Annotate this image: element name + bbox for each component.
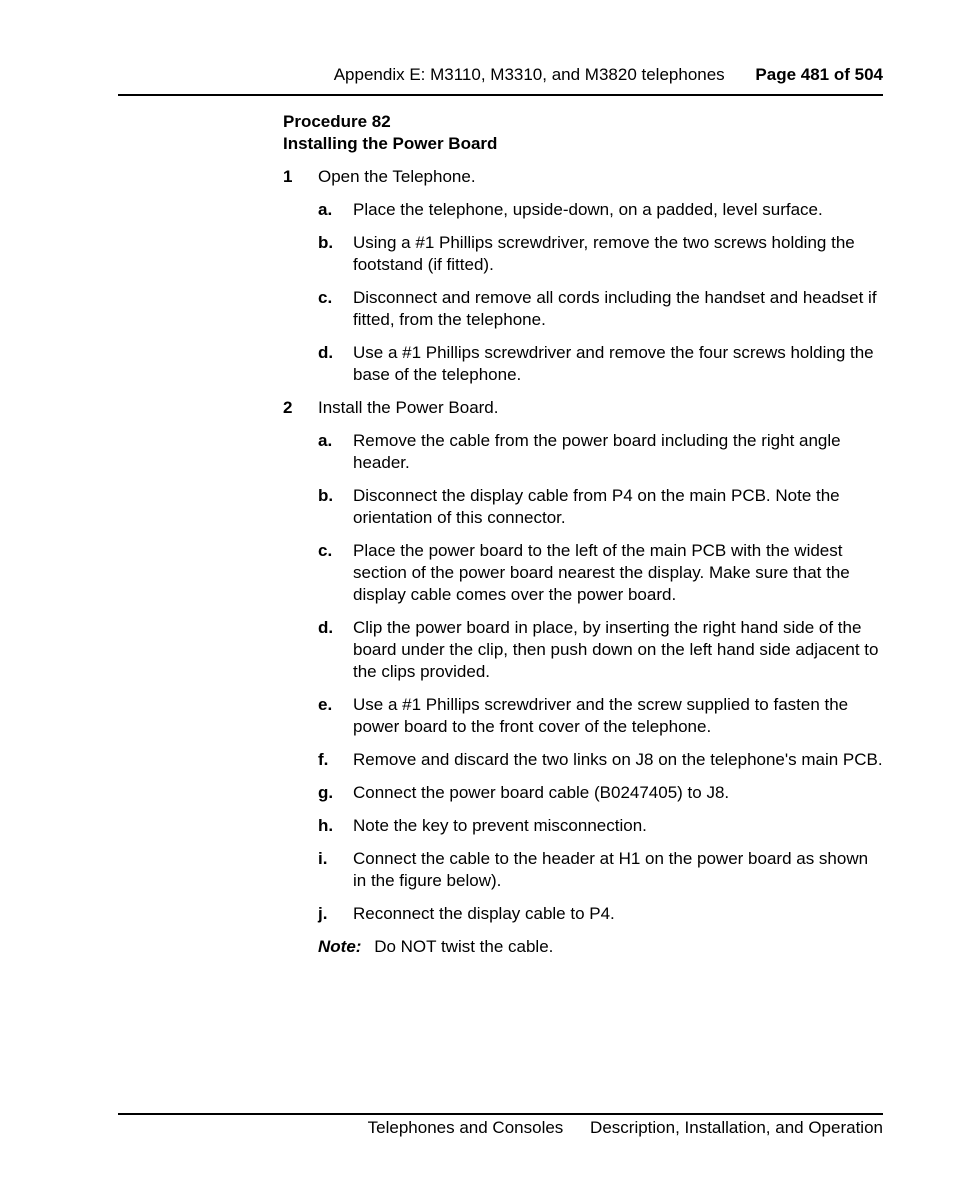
substep-2i [318, 848, 883, 892]
step-text: Open the Telephone. [318, 167, 476, 186]
substep-letter: e. [318, 695, 333, 714]
substep-1b [318, 232, 883, 276]
substep-letter: c. [318, 541, 333, 560]
substep-letter: j. [318, 904, 328, 923]
substep-1a [318, 199, 883, 221]
substep-text: Clip the power board in place, by inserting the right hand side of the board under the clip, then push down on the left hand side adjacent to the clips provided. [353, 618, 879, 681]
chapter-title: Appendix E: M3110, M3310, and M3820 telephones [333, 65, 725, 84]
substep-2e [318, 694, 883, 738]
procedure-content [283, 111, 883, 958]
step-1 [283, 166, 883, 188]
substep-text: Place the power board to the left of the main PCB with the widest section of the power board nearest the display. Make sure that the display cable comes over the power board. [353, 541, 850, 604]
substep-letter: h. [318, 816, 334, 835]
substep-text: Place the telephone, upside-down, on a padded, level surface. [353, 200, 823, 219]
substep-letter: f. [318, 750, 329, 769]
step-number: 2 [283, 398, 293, 417]
note [318, 936, 883, 958]
page-number: Page 481 of 504 [755, 65, 883, 84]
substep-2d [318, 617, 883, 683]
step-number: 1 [283, 167, 293, 186]
step-text: Install the Power Board. [318, 398, 499, 417]
substep-text: Remove the cable from the power board including the right angle header. [353, 431, 841, 472]
footer-rule [118, 1113, 883, 1115]
note-label: Note: [318, 937, 362, 956]
substep-letter: g. [318, 783, 334, 802]
substep-letter: b. [318, 486, 334, 505]
substep-text: Connect the power board cable (B0247405) to J8. [353, 783, 730, 802]
substep-2c [318, 540, 883, 606]
substep-text: Using a #1 Phillips screwdriver, remove the two screws holding the footstand (if fitted). [353, 233, 855, 274]
substep-letter: c. [318, 288, 333, 307]
substep-2f [318, 749, 883, 771]
footer-book-subtitle: Description, Installation, and Operation [590, 1118, 883, 1137]
substep-1c [318, 287, 883, 331]
substep-text: Disconnect and remove all cords including the handset and headset if fitted, from the telephone. [353, 288, 877, 329]
page-footer [368, 1117, 883, 1139]
header-rule [118, 94, 883, 96]
step-2-substeps [318, 430, 883, 925]
substep-text: Disconnect the display cable from P4 on the main PCB. Note the orientation of this connector. [353, 486, 840, 527]
substep-letter: d. [318, 618, 334, 637]
substep-2a [318, 430, 883, 474]
procedure-title: Installing the Power Board [283, 134, 498, 153]
substep-letter: i. [318, 849, 328, 868]
substep-2b [318, 485, 883, 529]
substep-2g [318, 782, 883, 804]
substep-text: Remove and discard the two links on J8 on the telephone's main PCB. [353, 750, 883, 769]
substep-2j [318, 903, 883, 925]
substep-letter: a. [318, 200, 333, 219]
substep-1d [318, 342, 883, 386]
substep-text: Use a #1 Phillips screwdriver and remove the four screws holding the base of the telephone. [353, 343, 874, 384]
procedure-number: Procedure 82 [283, 112, 391, 131]
step-1-substeps [318, 199, 883, 386]
substep-text: Reconnect the display cable to P4. [353, 904, 615, 923]
substep-letter: a. [318, 431, 333, 450]
step-2 [283, 397, 883, 419]
page-header [334, 64, 883, 86]
substep-2h [318, 815, 883, 837]
substep-text: Note the key to prevent misconnection. [353, 816, 647, 835]
footer-book-title: Telephones and Consoles [367, 1118, 564, 1137]
note-text: Do NOT twist the cable. [374, 937, 554, 956]
substep-text: Connect the cable to the header at H1 on the power board as shown in the figure below). [353, 849, 869, 890]
substep-letter: d. [318, 343, 334, 362]
procedure-heading [283, 111, 883, 155]
substep-letter: b. [318, 233, 334, 252]
substep-text: Use a #1 Phillips screwdriver and the screw supplied to fasten the power board to the front cover of the telephone. [353, 695, 849, 736]
